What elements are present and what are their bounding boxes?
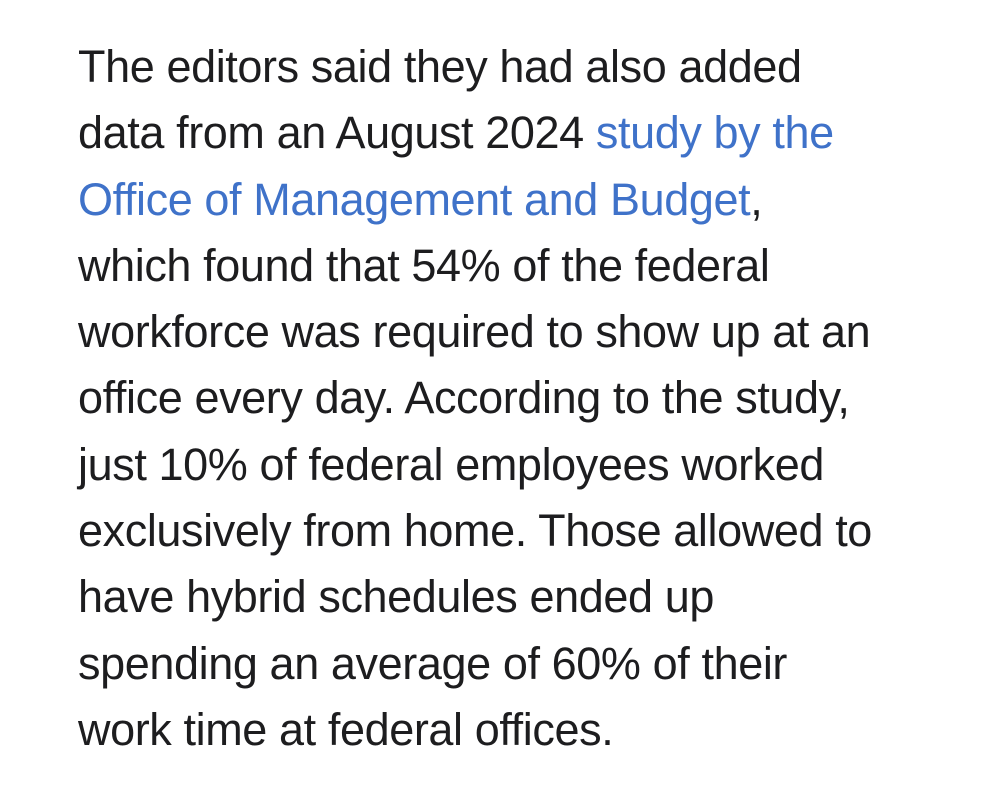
- text-segment: data from an August 2024: [78, 107, 596, 159]
- text-line: spending an average of 60% of their: [78, 637, 788, 689]
- text-line: just 10% of federal employees worked: [78, 438, 825, 490]
- text-line: [78, 167, 978, 233]
- omb-study-link[interactable]: study by the: [595, 107, 834, 159]
- text-line: work time at federal offices.: [78, 703, 614, 755]
- text-line: exclusively from home. Those allowed to: [78, 505, 872, 557]
- text-line: which found that 54% of the federal: [78, 239, 770, 291]
- omb-study-link-continued[interactable]: Office of Management and Budget: [78, 173, 751, 225]
- text-line: workforce was required to show up at an: [78, 306, 871, 358]
- article-paragraph: [78, 34, 978, 763]
- text-line: [78, 100, 978, 166]
- text-line: office every day. According to the study,: [78, 372, 850, 424]
- text-line: The editors said they had also added: [78, 41, 802, 92]
- text-line: have hybrid schedules ended up: [78, 571, 714, 623]
- text-segment: ,: [750, 173, 763, 225]
